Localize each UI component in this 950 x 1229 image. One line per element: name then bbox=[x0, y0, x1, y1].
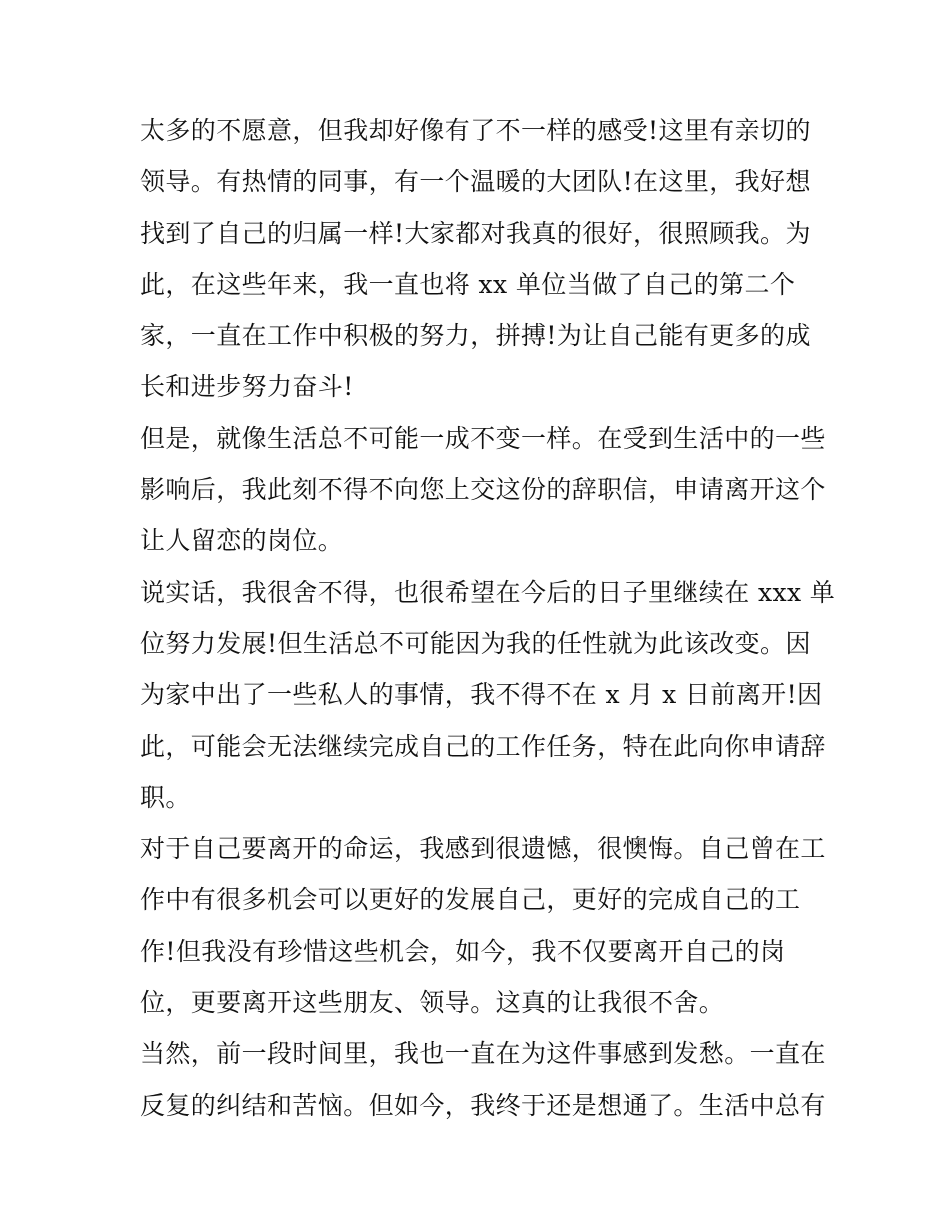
text-line: 位，更要离开这些朋友、领导。这真的让我很不舍。 bbox=[140, 988, 725, 1018]
text-line: 位努力发展!但生活总不可能因为我的任性就为此该改变。因 bbox=[140, 628, 811, 658]
text-line: 对于自己要离开的命运，我感到很遗憾，很懊悔。自己曾在工 bbox=[140, 834, 826, 864]
text-line: 但是，就像生活总不可能一成不变一样。在受到生活中的一些 bbox=[140, 423, 826, 453]
text-line: 反复的纠结和苦恼。但如今，我终于还是想通了。生活中总有 bbox=[140, 1090, 826, 1120]
text-line: 此，可能会无法继续完成自己的工作任务，特在此向你申请辞 bbox=[140, 731, 826, 761]
text-line: 当然，前一段时间里，我也一直在为这件事感到发愁。一直在 bbox=[140, 1039, 826, 1069]
text-line: 影响后，我此刻不得不向您上交这份的辞职信，申请离开这个 bbox=[140, 475, 826, 505]
text-line: 找到了自己的归属一样!大家都对我真的很好，很照顾我。为 bbox=[140, 218, 811, 248]
text-line: 太多的不愿意，但我却好像有了不一样的感受!这里有亲切的 bbox=[140, 116, 811, 145]
text-line: 为家中出了一些私人的事情，我不得不在 x 月 x 日前离开!因 bbox=[140, 680, 823, 710]
text-line: 职。 bbox=[140, 782, 191, 812]
text-line: 作中有很多机会可以更好的发展自己，更好的完成自己的工 bbox=[140, 885, 801, 915]
text-line: 此，在这些年来，我一直也将 xx 单位当做了自己的第二个 bbox=[140, 269, 796, 299]
text-line: 说实话，我很舍不得，也很希望在今后的日子里继续在 xxx 单 bbox=[140, 577, 836, 607]
text-line: 让人留恋的岗位。 bbox=[140, 526, 344, 556]
text-line: 长和进步努力奋斗! bbox=[140, 372, 354, 402]
text-line: 作!但我没有珍惜这些机会，如今，我不仅要离开自己的岗 bbox=[140, 936, 786, 966]
text-line: 领导。有热情的同事，有一个温暖的大团队!在这里，我好想 bbox=[140, 167, 811, 197]
text-line: 家，一直在工作中积极的努力，拼搏!为让自己能有更多的成 bbox=[140, 321, 811, 351]
document-body bbox=[140, 105, 836, 1131]
